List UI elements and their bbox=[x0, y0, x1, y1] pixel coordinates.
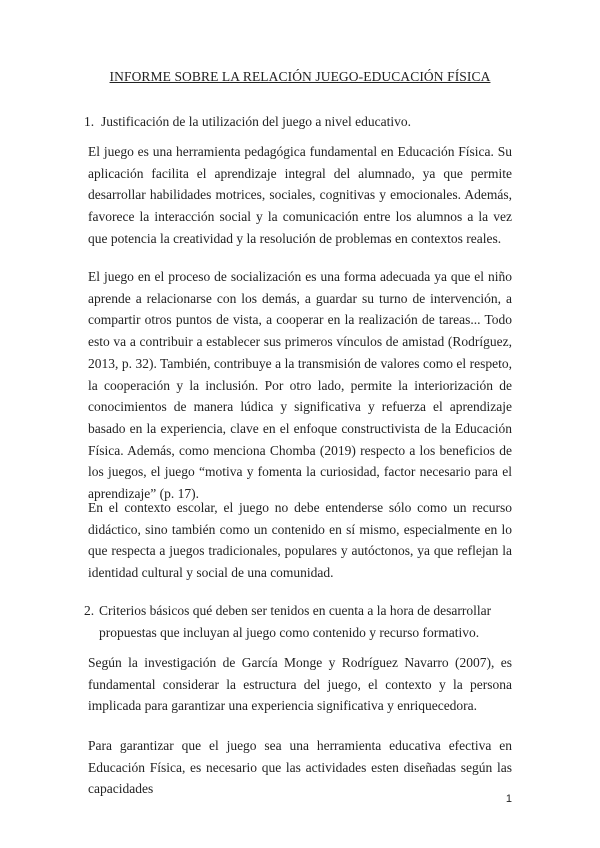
section-1-heading bbox=[84, 111, 512, 133]
section-2-heading bbox=[84, 600, 512, 644]
section-1-number: 1. bbox=[84, 114, 95, 129]
section-2-title: Criterios básicos qué deben ser tenidos en cuenta a la hora de desarrollar propuestas que incluyan al juego como contenido y recurso formativo. bbox=[99, 603, 492, 640]
page-number: 1 bbox=[505, 793, 512, 805]
document-title: INFORME SOBRE LA RELACIÓN JUEGO-EDUCACIÓN FÍSICA bbox=[109, 69, 491, 84]
section-2-paragraph-1: Según la investigación de García Monge y Rodríguez Navarro (2007), es fundamental considerar la estructura del juego, el contexto y la persona implicada para garantizar una experiencia significativa y enriquecedora. bbox=[88, 655, 512, 714]
section-1-paragraph-2: El juego en el proceso de socialización es una forma adecuada ya que el niño aprende a relacionarse con los demás, a guardar su turno de intervención, a compartir otros puntos de vista, a cooperar en la realización de tareas... Todo esto va a contribuir a establecer sus primeros vínculos de amistad (Rodríguez, 2013, p. 32). También, contribuye a la transmisión de valores como el respeto, la cooperación y la inclusión. Por otro lado, permite la interiorización de conocimientos de manera lúdica y significativa y refuerza el aprendizaje basado en la experiencia, clave en el enfoque constructivista de la Educación Física. Además, como menciona Chomba (2019) respecto a los beneficios de los juegos, el juego “motiva y fomenta la curiosidad, factor necesario para el aprendizaje” (p. 17). bbox=[88, 269, 512, 502]
section-2-number: 2. bbox=[84, 603, 95, 618]
section-2-paragraph-2: Para garantizar que el juego sea una herramienta educativa efectiva en Educación Física, es necesario que las actividades esten diseñadas según las capacidades bbox=[88, 738, 512, 797]
section-1-paragraph-1: El juego es una herramienta pedagógica fundamental en Educación Física. Su aplicación facilita el aprendizaje integral del alumnado, ya que permite desarrollar habilidades motrices, sociales, cognitivas y emocionales. Además, favorece la interacción social y la comunicación entre los alumnos a la vez que potencia la creatividad y la resolución de problemas en contextos reales. bbox=[88, 144, 512, 246]
section-1-title: Justificación de la utilización del juego a nivel educativo. bbox=[101, 114, 412, 129]
section-1-paragraph-3: En el contexto escolar, el juego no debe entenderse sólo como un recurso didáctico, sino también como un contenido en sí mismo, especialmente en lo que respecta a juegos tradicionales, populares y autóctonos, ya que reflejan la identidad cultural y social de una comunidad. bbox=[88, 500, 512, 581]
